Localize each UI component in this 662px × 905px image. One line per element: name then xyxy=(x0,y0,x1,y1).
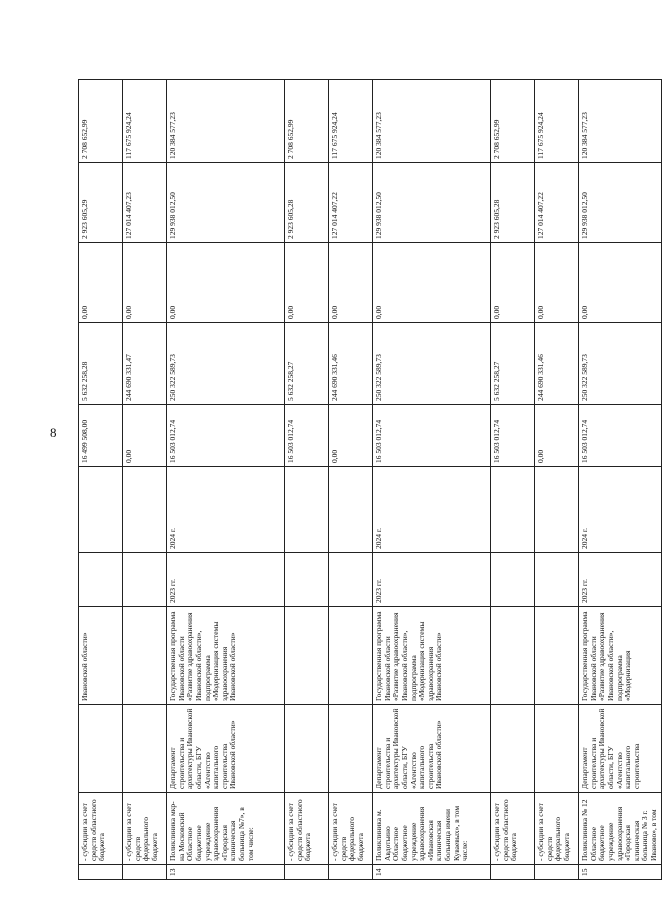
table-row xyxy=(579,80,662,880)
cell-value-3: 0,00 xyxy=(329,243,373,323)
funding-table xyxy=(78,79,662,880)
cell-value-2: 250 322 589,73 xyxy=(167,323,285,405)
cell-value-3: 0,00 xyxy=(285,243,329,323)
cell-value-5: 120 384 577,23 xyxy=(373,80,491,163)
cell-row-number xyxy=(79,865,123,880)
cell-row-number xyxy=(491,865,535,880)
cell-program: Государственная программа Ивановской области «Развитие здравоохранения Ивановской области», подпрограмма «Модернизация системы здравоохранения Ивановской области» xyxy=(167,607,285,705)
cell-value-4: 129 938 012,50 xyxy=(373,163,491,243)
cell-row-number: 15 xyxy=(579,865,662,880)
cell-deadline xyxy=(123,467,167,553)
table-row xyxy=(285,80,329,880)
cell-row-number xyxy=(329,865,373,880)
cell-value-4: 2 923 605,28 xyxy=(491,163,535,243)
cell-deadline: 2024 г. xyxy=(579,467,662,553)
cell-value-1: 16 503 012,74 xyxy=(579,405,662,467)
cell-value-5: 117 675 924,24 xyxy=(329,80,373,163)
cell-object-name: - субсидии за счет средств федерального бюджета xyxy=(535,793,579,865)
cell-program xyxy=(123,607,167,705)
cell-value-4: 127 014 407,23 xyxy=(123,163,167,243)
table-row xyxy=(535,80,579,880)
cell-deadline: 2024 г. xyxy=(373,467,491,553)
cell-value-1: 0,00 xyxy=(535,405,579,467)
cell-deadline xyxy=(79,467,123,553)
cell-customer xyxy=(79,705,123,793)
cell-program xyxy=(285,607,329,705)
cell-value-2: 250 322 589,73 xyxy=(579,323,662,405)
cell-program: Ивановской области» xyxy=(79,607,123,705)
cell-value-1: 16 503 012,74 xyxy=(285,405,329,467)
cell-value-1: 16 503 012,74 xyxy=(167,405,285,467)
cell-value-1: 0,00 xyxy=(329,405,373,467)
table-row xyxy=(123,80,167,880)
cell-value-2: 5 632 258,28 xyxy=(79,323,123,405)
table-row xyxy=(491,80,535,880)
cell-object-name: - субсидии за счет средств федерального бюджета xyxy=(123,793,167,865)
cell-value-4: 2 923 605,28 xyxy=(285,163,329,243)
cell-value-1: 16 503 012,74 xyxy=(491,405,535,467)
cell-customer xyxy=(535,705,579,793)
cell-deadline xyxy=(329,467,373,553)
cell-term xyxy=(329,553,373,607)
cell-deadline xyxy=(491,467,535,553)
cell-value-4: 129 938 012,50 xyxy=(579,163,662,243)
cell-value-2: 5 632 258,27 xyxy=(285,323,329,405)
cell-value-2: 5 632 258,27 xyxy=(491,323,535,405)
cell-value-3: 0,00 xyxy=(373,243,491,323)
cell-value-5: 120 384 577,23 xyxy=(579,80,662,163)
cell-value-1: 16 503 012,74 xyxy=(373,405,491,467)
page-number: 8 xyxy=(50,425,57,440)
cell-value-3: 0,00 xyxy=(123,243,167,323)
cell-value-3: 0,00 xyxy=(167,243,285,323)
cell-term xyxy=(79,553,123,607)
cell-value-5: 2 708 652,99 xyxy=(79,80,123,163)
cell-term: 2023 гг. xyxy=(373,553,491,607)
cell-value-3: 0,00 xyxy=(491,243,535,323)
cell-object-name: - субсидии за счет средств областного бюджета xyxy=(79,793,123,865)
cell-value-1: 0,00 xyxy=(123,405,167,467)
cell-value-2: 244 690 331,46 xyxy=(329,323,373,405)
cell-customer xyxy=(491,705,535,793)
cell-value-4: 2 923 605,29 xyxy=(79,163,123,243)
table-row xyxy=(167,80,285,880)
cell-row-number xyxy=(285,865,329,880)
cell-value-4: 129 938 012,50 xyxy=(167,163,285,243)
table-row xyxy=(329,80,373,880)
cell-program xyxy=(535,607,579,705)
cell-row-number: 13 xyxy=(167,865,285,880)
cell-deadline xyxy=(285,467,329,553)
cell-value-2: 250 322 589,73 xyxy=(373,323,491,405)
cell-customer xyxy=(285,705,329,793)
table-row xyxy=(373,80,491,880)
cell-customer: Департамент строительства и архитектуры Ивановской области, БГУ «Агентство капитального строительства Ивановской области» xyxy=(373,705,491,793)
cell-row-number: 14 xyxy=(373,865,491,880)
cell-object-name: - субсидии за счет средств областного бюджета xyxy=(285,793,329,865)
cell-customer: Департамент строительства и архитектуры Ивановской области, БГУ «Агентство капитального строительства xyxy=(579,705,662,793)
cell-term xyxy=(491,553,535,607)
cell-value-4: 127 014 407,22 xyxy=(535,163,579,243)
cell-program: Государственная программа Ивановской области «Развитие здравоохранения Ивановской области», подпрограмма «Модернизация системы здравоохранения Ивановской области» xyxy=(373,607,491,705)
cell-object-name: Поликлиника № 12 Областное бюджетное учреждение здравоохранения «Городская клиническая больница № 3 г. Иваново», в том xyxy=(579,793,662,865)
cell-value-3: 0,00 xyxy=(579,243,662,323)
cell-term xyxy=(123,553,167,607)
cell-row-number xyxy=(535,865,579,880)
cell-value-2: 244 690 331,47 xyxy=(123,323,167,405)
cell-customer xyxy=(329,705,373,793)
cell-value-1: 16 499 508,00 xyxy=(79,405,123,467)
cell-term: 2023 гг. xyxy=(579,553,662,607)
cell-object-name: - субсидии за счет средств областного бюджета xyxy=(491,793,535,865)
cell-value-2: 244 690 331,46 xyxy=(535,323,579,405)
cell-term: 2023 гг. xyxy=(167,553,285,607)
table-body xyxy=(79,80,662,880)
cell-value-5: 117 675 924,24 xyxy=(123,80,167,163)
cell-program xyxy=(491,607,535,705)
cell-value-5: 2 708 652,99 xyxy=(491,80,535,163)
cell-value-3: 0,00 xyxy=(535,243,579,323)
cell-value-5: 2 708 652,99 xyxy=(285,80,329,163)
table-row xyxy=(79,80,123,880)
cell-object-name: - субсидии за счет средств федерального бюджета xyxy=(329,793,373,865)
cell-customer xyxy=(123,705,167,793)
cell-term xyxy=(535,553,579,607)
cell-value-5: 117 675 924,24 xyxy=(535,80,579,163)
cell-deadline xyxy=(535,467,579,553)
cell-program: Государственная программа Ивановской области «Развитие здравоохранения Ивановской области», подпрограмма «Модернизация xyxy=(579,607,662,705)
rotated-table-container xyxy=(78,80,658,880)
cell-deadline: 2024 г. xyxy=(167,467,285,553)
cell-value-5: 120 384 577,23 xyxy=(167,80,285,163)
cell-object-name: Поликлиника мкр-на Московский Областное бюджетное учреждение здравоохранения «Городская клиническая больница №7», в том числе: xyxy=(167,793,285,865)
cell-program xyxy=(329,607,373,705)
cell-row-number xyxy=(123,865,167,880)
cell-customer: Департамент строительства и архитектуры Ивановской области, БГУ «Агентство капитального строительства Ивановской области» xyxy=(167,705,285,793)
cell-object-name: Поликлиника м. Авдотьино Областное бюджетное учреждение здравоохранения «Ивановская клиническая больница имени Куваевых», в том числе: xyxy=(373,793,491,865)
cell-value-3: 0,00 xyxy=(79,243,123,323)
cell-term xyxy=(285,553,329,607)
cell-value-4: 127 014 407,22 xyxy=(329,163,373,243)
